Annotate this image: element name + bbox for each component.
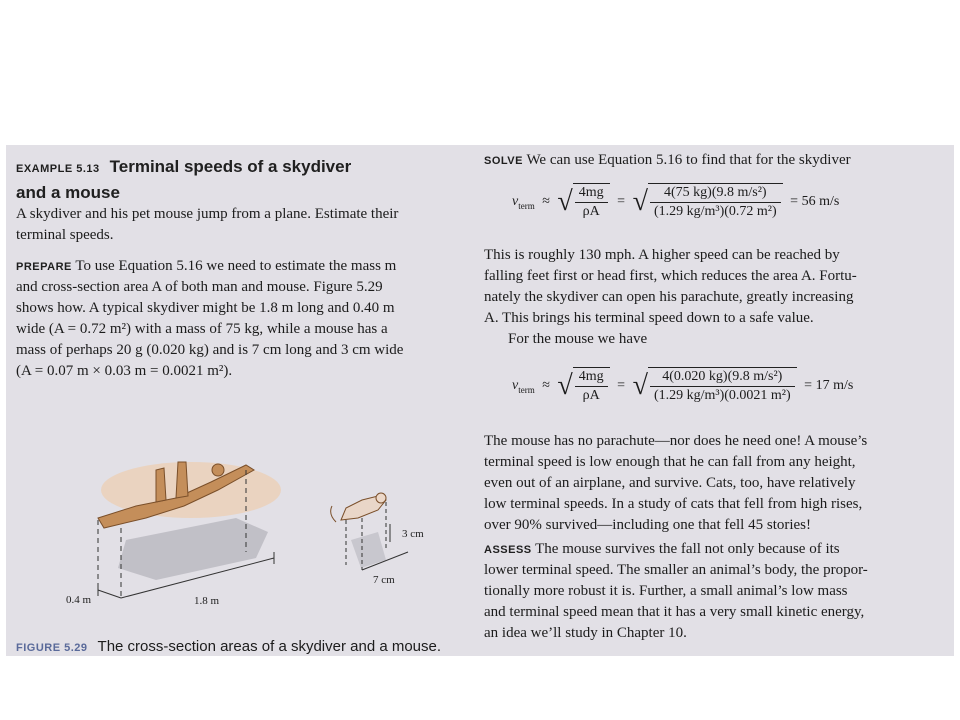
eq2-inner-num: 4mg xyxy=(575,368,608,387)
eq1-inner-num: 4mg xyxy=(575,184,608,203)
dim-width-label: 0.4 m xyxy=(66,594,92,606)
solve-intro-text: We can use Equation 5.16 to find that for the skydiver xyxy=(526,152,851,168)
assess-line: lower terminal speed. The smaller an animal’s body, the propor- xyxy=(484,562,868,578)
eq1-equals: = xyxy=(617,194,626,210)
equation-skydiver: $v_{term}$ ≈ √ $\frac{4mg}{\rho A}$ = √ $\frac{\text{4(75 kg)(9.8 m/s²)}}{\text{(1.29 kg/m³)(0.72 m²)}}$ = 56 m/s xyxy=(512,185,840,219)
example-title-line1: Terminal speeds of a skydiver xyxy=(109,157,352,176)
eq1-result: = 56 m/s xyxy=(790,194,840,210)
dim-mouse-height-label: 3 cm xyxy=(402,528,424,540)
solve-line: falling feet first or head first, which reduces the area A. Fortu- xyxy=(484,268,857,284)
prepare-line: wide (A = 0.72 m²) with a mass of 75 kg, while a mouse has a xyxy=(16,321,388,337)
assess-section xyxy=(484,539,868,644)
mouse-figure xyxy=(331,493,386,522)
eq1-num: 4(75 kg)(9.8 m/s²) xyxy=(650,184,781,203)
example-title-line2: and a mouse xyxy=(16,183,120,202)
eq2-approx: ≈ xyxy=(542,378,550,394)
dim-mouse-length-label: 7 cm xyxy=(373,574,395,586)
eq2-equals: = xyxy=(617,378,626,394)
prepare-line: To use Equation 5.16 we need to estimate the mass m xyxy=(75,258,397,274)
solve-line: nately the skydiver can open his parachute, greatly increasing xyxy=(484,289,854,305)
intro-line: A skydiver and his pet mouse jump from a plane. Estimate their xyxy=(16,206,399,222)
figure-caption-text: The cross-section areas of a skydiver and a mouse. xyxy=(97,638,442,655)
example-intro xyxy=(16,204,398,246)
mouse-intro: For the mouse we have xyxy=(508,331,648,347)
mouse-line: The mouse has no parachute—nor does he need one! A mouse’s xyxy=(484,433,868,449)
prepare-line: shows how. A typical skydiver might be 1.8 m long and 0.40 m xyxy=(16,300,395,316)
mouse-line: over 90% survived—including one that fell 45 stories! xyxy=(484,517,812,533)
eq1-inner-den: ρA xyxy=(582,204,600,219)
prepare-line: mass of perhaps 20 g (0.020 kg) and is 7 cm long and 3 cm wide xyxy=(16,342,404,358)
eq2-lhs: v xyxy=(512,378,519,394)
prepare-label: PREPARE xyxy=(16,261,72,273)
figure-caption-label: FIGURE 5.29 xyxy=(16,642,88,654)
prepare-line: (A = 0.07 m × 0.03 m = 0.0021 m²). xyxy=(16,363,233,379)
solve-discussion xyxy=(484,245,857,350)
mouse-discussion xyxy=(484,431,867,536)
solve-intro xyxy=(484,150,851,172)
prepare-line: and cross-section area A of both man and mouse. Figure 5.29 xyxy=(16,279,383,295)
mouse-line: even out of an airplane, and survive. Cats, too, have relatively xyxy=(484,475,856,491)
assess-line: an idea we’ll study in Chapter 10. xyxy=(484,625,687,641)
mouse-line: low terminal speeds. In a study of cats that fell from high rises, xyxy=(484,496,863,512)
eq2-den: (1.29 kg/m³)(0.0021 m²) xyxy=(653,388,791,403)
figure-caption xyxy=(16,638,441,656)
assess-line: The mouse survives the fall not only because of its xyxy=(535,541,840,557)
eq1-lhs: v xyxy=(512,194,519,210)
eq2-inner-den: ρA xyxy=(582,388,600,403)
figure-5-29 xyxy=(6,440,476,625)
eq1-approx: ≈ xyxy=(542,194,550,210)
prepare-section xyxy=(16,256,403,382)
assess-label: ASSESS xyxy=(484,544,532,556)
eq1-den: (1.29 kg/m³)(0.72 m²) xyxy=(653,204,777,219)
eq2-lhs-sub: term xyxy=(518,385,535,396)
eq2-num: 4(0.020 kg)(9.8 m/s²) xyxy=(650,368,795,387)
solve-line: This is roughly 130 mph. A higher speed can be reached by xyxy=(484,247,840,263)
equation-mouse: $v_{term}$ ≈ √ $\frac{4mg}{\rho A}$ = √ $\frac{\text{4(0.020 kg)(9.8 m/s²)}}{\text{(1.29 kg/m³)(0.0021 m²)}}$ = 17 m/s xyxy=(512,369,854,403)
example-label: EXAMPLE 5.13 xyxy=(16,163,100,175)
example-header xyxy=(16,157,486,177)
assess-line: and terminal speed mean that it has a very small kinetic energy, xyxy=(484,604,865,620)
solve-label: SOLVE xyxy=(484,155,523,167)
assess-line: tionally more robust it is. Further, a small animal’s low mass xyxy=(484,583,848,599)
solve-line: A. This brings his terminal speed down to a safe value. xyxy=(484,310,814,326)
dim-length-label: 1.8 m xyxy=(194,595,220,607)
eq1-lhs-sub: term xyxy=(518,201,535,212)
eq2-result: = 17 m/s xyxy=(804,378,854,394)
textbook-page-scan xyxy=(6,145,954,656)
mouse-line: terminal speed is low enough that he can fall from any height, xyxy=(484,454,856,470)
intro-line: terminal speeds. xyxy=(16,227,114,243)
